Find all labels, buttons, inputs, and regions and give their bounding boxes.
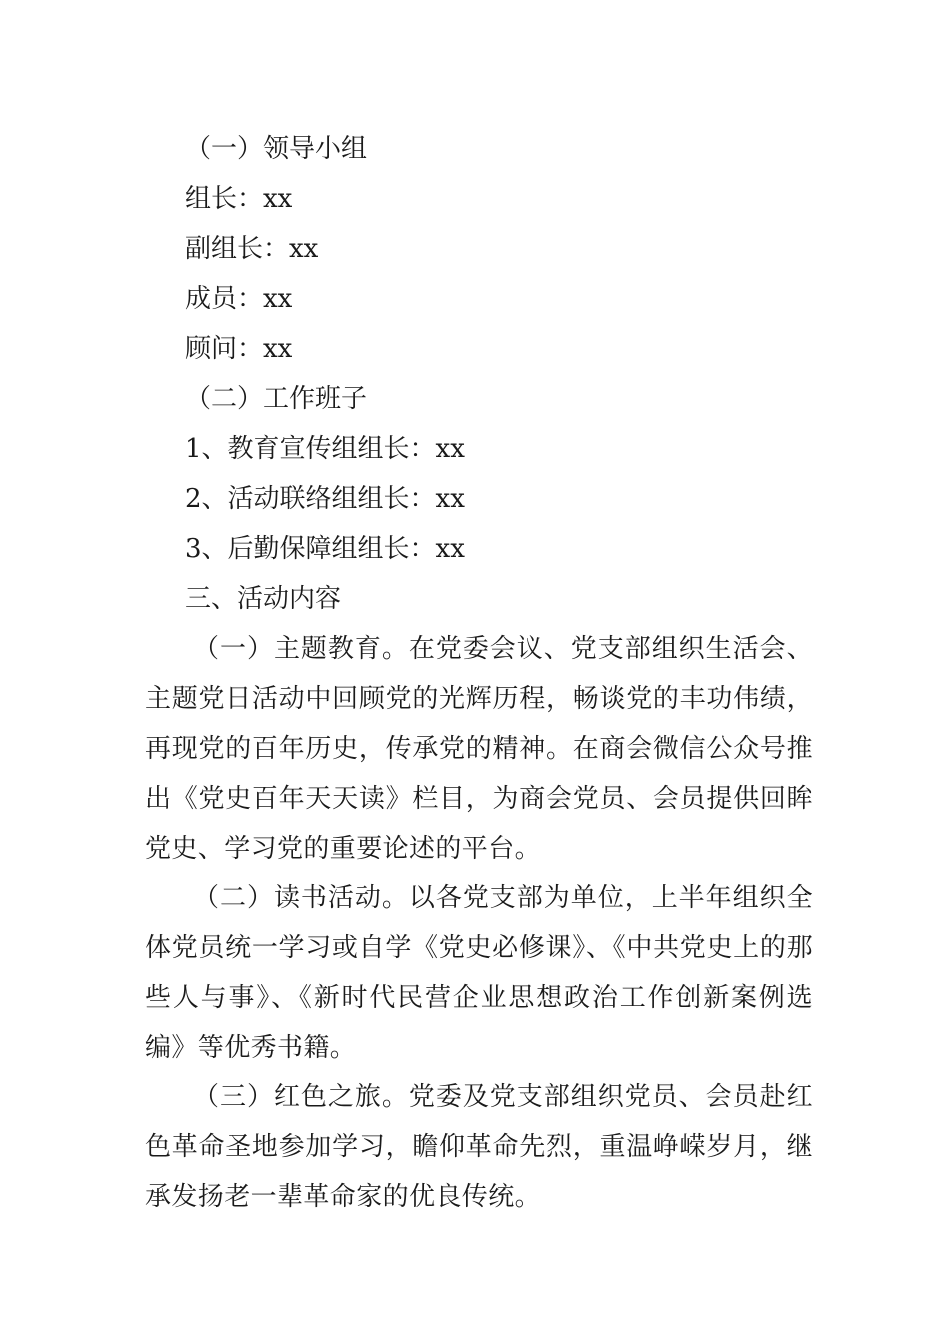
- section-heading-activity-content: 三、活动内容: [185, 584, 342, 614]
- team-item-education: 1、教育宣传组组长：xx: [185, 434, 465, 464]
- deputy-leader-line: 副组长：xx: [185, 234, 319, 264]
- paragraph-red-tour: （三）红色之旅。党委及党支部组织党员、会员赴红色革命圣地参加学习，瞻仰革命先烈，重温峥嵘岁月，继承发扬老一辈革命家的优良传统。: [145, 1082, 813, 1212]
- team-item-liaison: 2、活动联络组组长：xx: [185, 484, 465, 514]
- section-heading-work-team: （二）工作班子: [185, 384, 368, 414]
- advisor-line: 顾问：xx: [185, 334, 293, 364]
- paragraph-theme-education: （一）主题教育。在党委会议、党支部组织生活会、主题党日活动中回顾党的光辉历程，畅谈党的丰功伟绩，再现党的百年历史，传承党的精神。在商会微信公众号推出《党史百年天天读》栏目，为商会党员、会员提供回眸党史、学习党的重要论述的平台。: [145, 634, 813, 864]
- paragraph-reading-activity: （二）读书活动。以各党支部为单位，上半年组织全体党员统一学习或自学《党史必修课》、《中共党史上的那些人与事》、《新时代民营企业思想政治工作创新案例选编》等优秀书籍。: [145, 883, 813, 1063]
- leader-line: 组长：xx: [185, 184, 293, 214]
- members-line: 成员：xx: [185, 284, 293, 314]
- team-item-logistics: 3、后勤保障组组长：xx: [185, 534, 465, 564]
- section-heading-leadership-group: （一）领导小组: [185, 134, 368, 164]
